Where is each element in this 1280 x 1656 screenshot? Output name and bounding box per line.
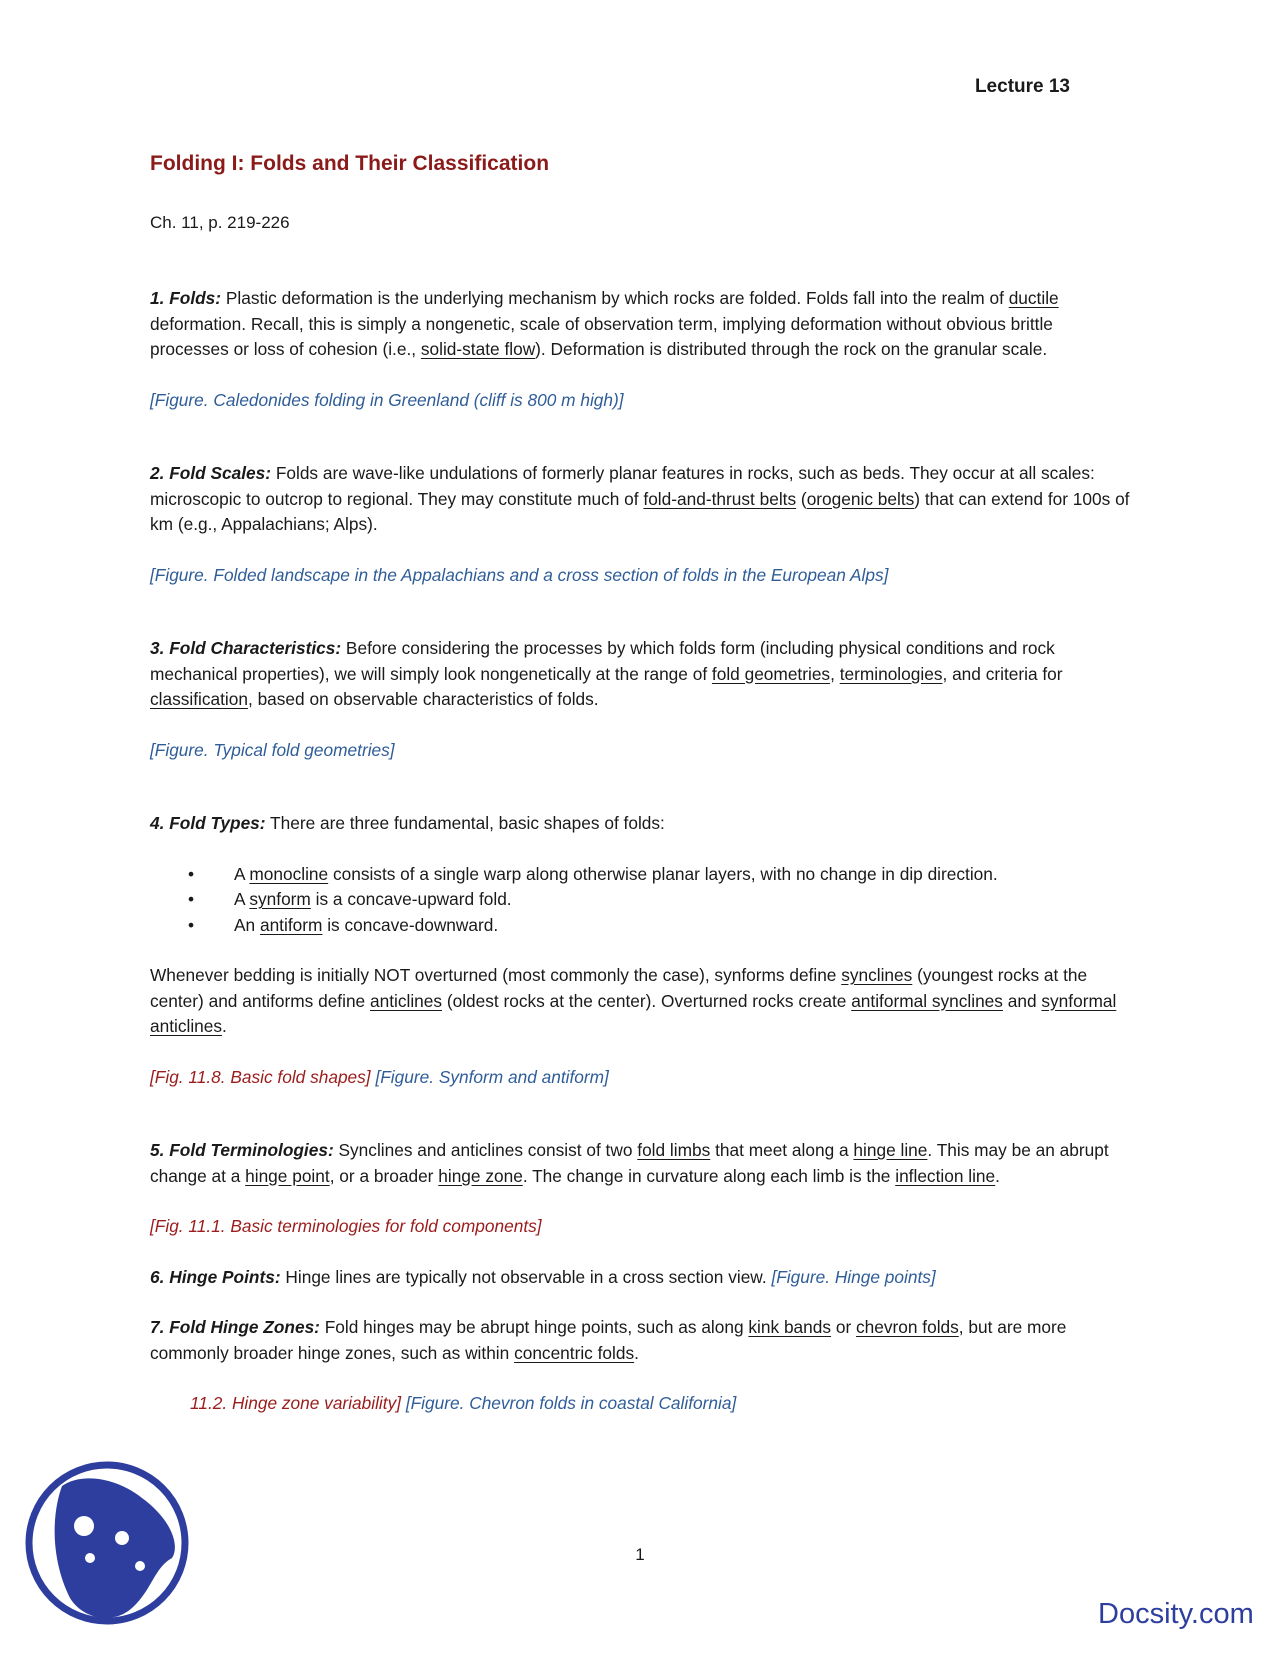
lecture-number: Lecture 13 (974, 76, 1070, 97)
term-fold-and-thrust-belts: fold-and-thrust belts (643, 488, 797, 509)
docsity-logo-icon[interactable] (22, 1458, 192, 1633)
figure-caption: [Fig. 11.1. Basic terminologies for fold components] (150, 1216, 542, 1236)
text: , but are more commonly broader hinge zones, such as within (150, 1317, 1067, 1363)
text: is a concave-upward fold. (310, 889, 512, 909)
list-item (150, 862, 1130, 888)
figure-caption: [Figure. Typical fold geometries] (150, 739, 395, 760)
text: consists of a single warp along otherwise planar layers, with no change in dip direction. (328, 863, 998, 884)
figure-ref-blue: [Figure. Hinge points] (771, 1266, 936, 1287)
text: Folds are wave-like undulations of formerly planar features in rocks, such as beds. They occur at all scales: microscopic to outcrop to regional. They may constitute much of (150, 463, 1095, 509)
term-chevron-folds: chevron folds (856, 1317, 959, 1337)
term-monocline: monocline (249, 863, 329, 884)
text: deformation. Recall, this is simply a nongenetic, scale of observation term, implying deformation without obvious brittle processes or loss of cohesion (i.e., (150, 313, 1053, 359)
term-antiform: antiform (259, 914, 323, 935)
term-terminologies: terminologies (839, 663, 943, 684)
term-antiformal-synclines: antiformal synclines (851, 990, 1003, 1011)
text: ). Deformation is distributed through the rock on the granular scale. (535, 339, 1048, 359)
text: Hinge lines are typically not observable in a cross section view. (280, 1266, 772, 1287)
text: or (831, 1317, 856, 1337)
section-fold-hinge-zones (150, 1315, 1130, 1366)
text: (oldest rocks at the center). Overturned rocks create (442, 990, 852, 1011)
section-fold-types-detail (150, 963, 1130, 1040)
text: and (1002, 990, 1042, 1011)
page-title: Folding I: Folds and Their Classification (150, 152, 550, 175)
term-solid-state-flow: solid-state flow (420, 339, 536, 359)
term-synclines: synclines (841, 965, 913, 985)
text: Whenever bedding is initially NOT overturned (most commonly the case), synforms define (150, 965, 842, 985)
bullet-icon: • (188, 914, 195, 935)
text: , and criteria for (942, 663, 1063, 684)
text: Synclines and anticlines consist of two (333, 1140, 638, 1160)
text: . (222, 1016, 227, 1036)
text: (youngest rocks at the center) and antiforms define (150, 965, 1088, 1011)
term-inflection-line: inflection line (895, 1165, 996, 1186)
section-folds (150, 286, 1130, 363)
section-label: 1. Folds: (150, 288, 222, 308)
section-fold-types (150, 811, 1130, 837)
text: An (234, 914, 260, 935)
text: Plastic deformation is the underlying mechanism by which rocks are folded. Folds fall into the realm of (221, 288, 1009, 308)
section-fold-terminologies (150, 1138, 1130, 1189)
term-kink-bands: kink bands (748, 1317, 832, 1337)
figure-ref-red: [Fig. 11.8. Basic fold shapes] (150, 1066, 371, 1087)
text: ) that can extend for 100s of km (e.g., Appalachians; Alps). (150, 488, 1130, 534)
text: , or a broader (329, 1165, 439, 1186)
bullet-icon: • (188, 863, 195, 884)
page-number: 1 (635, 1545, 645, 1564)
chapter-reference: Ch. 11, p. 219-226 (150, 213, 290, 232)
term-synformal-anticlines: synformal anticlines (150, 990, 1117, 1036)
text: , based on observable characteristics of folds. (247, 689, 599, 709)
text: A (234, 863, 250, 884)
section-label: 2. Fold Scales: (150, 463, 272, 483)
text: Before considering the processes by which folds form (including physical conditions and rock mechanical properties), we will simply look nongenetically at the range of (150, 638, 1055, 684)
section-label: 5. Fold Terminologies: (150, 1140, 334, 1160)
section-label: 7. Fold Hinge Zones: (150, 1317, 320, 1337)
term-anticlines: anticlines (369, 990, 443, 1011)
text: . (995, 1165, 1000, 1186)
term-classification: classification (150, 689, 248, 709)
figure-caption (150, 1065, 1130, 1091)
section-label: 3. Fold Characteristics: (150, 638, 342, 658)
term-fold-geometries: fold geometries (711, 663, 831, 684)
term-synform: synform (249, 889, 311, 909)
term-ductile: ductile (1008, 288, 1059, 308)
section-fold-scales (150, 461, 1130, 538)
term-orogenic-belts: orogenic belts (806, 488, 915, 509)
term-hinge-line: hinge line (853, 1140, 928, 1160)
term-hinge-point: hinge point (245, 1165, 330, 1186)
term-concentric-folds: concentric folds (514, 1342, 635, 1363)
bullet-icon: • (188, 889, 195, 909)
list-item (150, 913, 1130, 939)
figure-caption (150, 1391, 1130, 1417)
section-label: 6. Hinge Points: (150, 1266, 281, 1287)
figure-caption: [Figure. Folded landscape in the Appalachians and a cross section of folds in the European Alps] (150, 564, 889, 585)
section-hinge-points (150, 1265, 1130, 1291)
term-fold-limbs: fold limbs (637, 1140, 711, 1160)
document-body (150, 286, 1130, 1417)
text: , (830, 663, 840, 684)
text: that meet along a (710, 1140, 854, 1160)
text: Fold hinges may be abrupt hinge points, such as along (319, 1317, 749, 1337)
figure-ref-red: 11.2. Hinge zone variability] (190, 1393, 402, 1413)
text: There are three fundamental, basic shapes of folds: (265, 813, 665, 833)
figure-ref-blue: [Figure. Synform and antiform] (375, 1066, 609, 1087)
text: . The change in curvature along each limb is the (522, 1165, 896, 1186)
docsity-brand-link[interactable]: Docsity.com (1098, 1598, 1254, 1630)
text: . This may be an abrupt change at a (150, 1140, 1109, 1186)
fold-types-list (150, 862, 1130, 939)
section-label: 4. Fold Types: (150, 813, 266, 833)
figure-ref-blue: [Figure. Chevron folds in coastal California] (405, 1393, 737, 1413)
list-item (150, 887, 1130, 913)
section-fold-characteristics (150, 636, 1130, 713)
text: ( (796, 488, 807, 509)
figure-caption: [Figure. Caledonides folding in Greenland (cliff is 800 m high)] (150, 389, 624, 410)
text: is concave-downward. (322, 914, 499, 935)
term-hinge-zone: hinge zone (438, 1165, 523, 1186)
text: A (234, 889, 250, 909)
text: . (634, 1342, 639, 1363)
